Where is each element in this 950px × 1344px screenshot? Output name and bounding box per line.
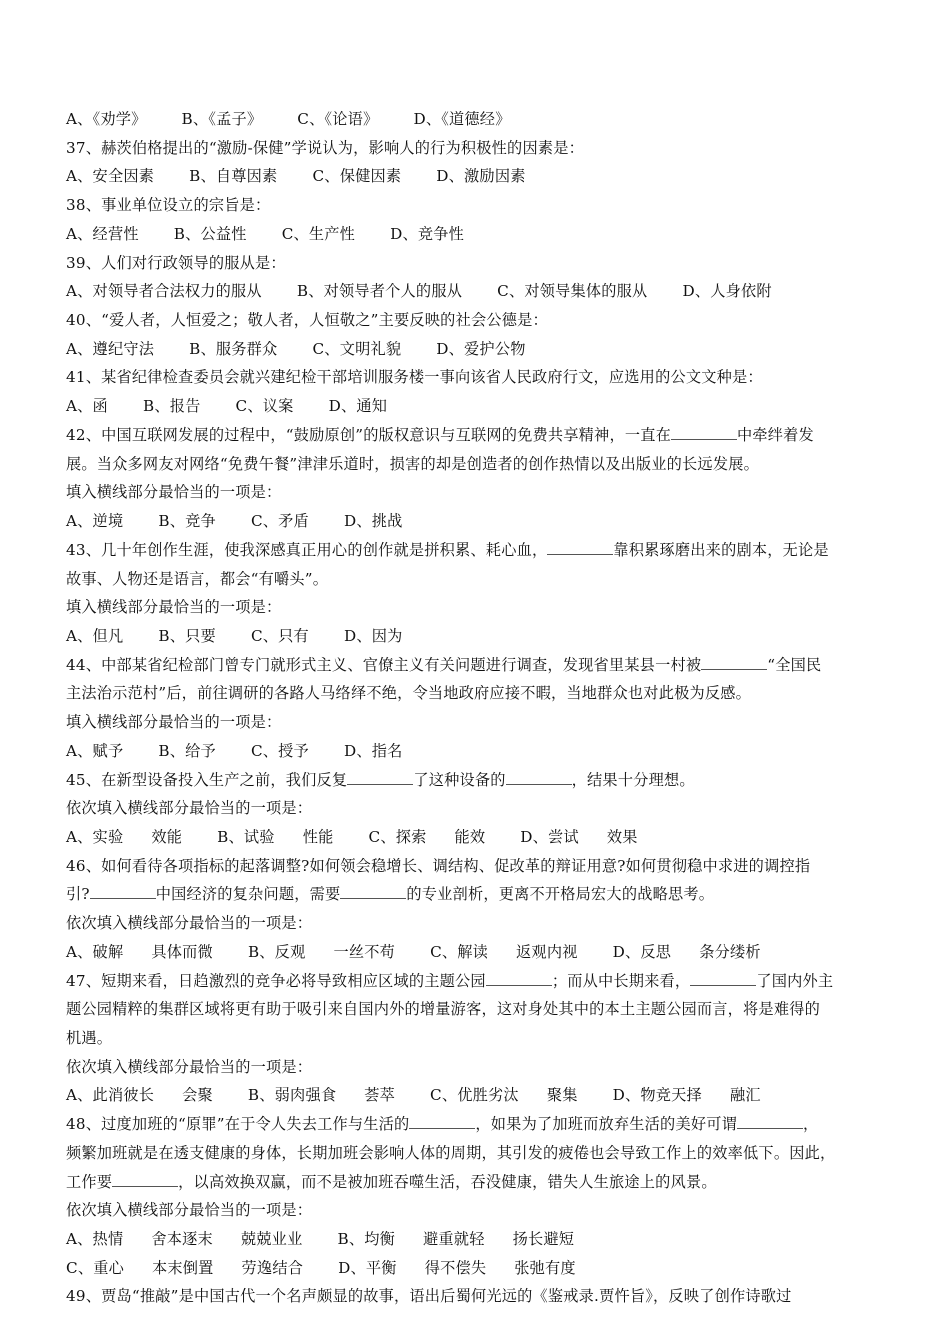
q47-prompt: 依次填入横线部分最恰当的一项是：	[66, 1057, 313, 1076]
q46-options	[66, 938, 896, 967]
q39-options	[66, 277, 896, 306]
q39-option-d: D、人身依附	[682, 282, 772, 301]
q42-prompt: 填入横线部分最恰当的一项是：	[66, 483, 282, 502]
q43-option-c: C、只有	[250, 626, 309, 645]
q39-option-c: C、对领导集体的服从	[497, 282, 648, 301]
q40-option-c: C、文明礼貌	[312, 339, 402, 358]
q45-prompt: 依次填入横线部分最恰当的一项是：	[66, 799, 313, 818]
q38-option-d: D、竞争性	[390, 224, 465, 243]
q48-option-d: D、平衡 得不偿失 张弛有度	[338, 1258, 576, 1277]
q44-option-b: B、给予	[158, 741, 216, 760]
q44-stem-part1: 44、中部某省纪检部门曾专门就形式主义、官僚主义有关问题进行调查，发现省里某县一村被	[66, 655, 702, 674]
q47-option-a: A、此消彼长 会聚	[66, 1086, 213, 1105]
q48-stem-line3	[66, 1168, 896, 1197]
q48-option-c: C、重心 本末倒置 劳逸结合	[66, 1258, 304, 1277]
q43-prompt: 填入横线部分最恰当的一项是：	[66, 598, 282, 617]
q40-stem: 40、“爱人者，人恒爱之；敬人者，人恒敬之”主要反映的社会公德是：	[66, 311, 548, 330]
q43-blank	[547, 540, 613, 555]
q44-options	[66, 737, 896, 766]
q48-stem-part2: ，如果为了加班而放弃生活的美好可谓	[475, 1115, 737, 1134]
q38-stem: 38、事业单位设立的宗旨是：	[66, 196, 271, 215]
q39-option-a: A、对领导者合法权力的服从	[66, 282, 262, 301]
q45-stem-part3: ，结果十分理想。	[571, 770, 695, 789]
q37-option-b: B、自尊因素	[189, 167, 278, 186]
q41-options	[66, 392, 896, 421]
q43-stem-line2: 故事、人物还是语言，都会“有嚼头”。	[66, 569, 329, 588]
q47-option-c: C、优胜劣汰 聚集	[430, 1086, 578, 1105]
q44-stem-line2: 主法治示范村”后，前往调研的各路人马络绎不绝，令当地政府应接不暇，当地群众也对此极为反感。	[66, 684, 752, 703]
q47-blank-2	[690, 971, 756, 986]
q41-option-a: A、函	[66, 397, 108, 416]
q45-option-a: A、实验 效能	[66, 827, 183, 846]
q42-stem-line2: 展。当众多网友对网络“免费午餐”津津乐道时，损害的却是创造者的创作热情以及出版业的长远发展。	[66, 454, 759, 473]
q47-option-b: B、弱肉强食 荟萃	[247, 1086, 396, 1105]
q45-option-c: C、探索 能效	[368, 827, 486, 846]
q43-option-d: D、因为	[343, 626, 403, 645]
q48-blank-3	[112, 1172, 178, 1187]
q44-option-d: D、指名	[343, 741, 403, 760]
q37-option-a: A、安全因素	[66, 167, 155, 186]
q44-prompt: 填入横线部分最恰当的一项是：	[66, 713, 282, 732]
q37-option-c: C、保健因素	[312, 167, 402, 186]
q37-option-d: D、激励因素	[436, 167, 526, 186]
q42-blank	[671, 425, 737, 440]
q47-stem-part3: 了国内外主	[756, 971, 834, 990]
q45-stem	[66, 766, 896, 795]
q41-stem: 41、某省纪律检查委员会就兴建纪检干部培训服务楼一事向该省人民政府行文，应选用的公文文种是：	[66, 368, 763, 387]
q43-options	[66, 622, 896, 651]
q46-stem-part2: 中国经济的复杂问题，需要	[155, 885, 341, 904]
q44-option-c: C、授予	[250, 741, 309, 760]
q36-options	[66, 105, 896, 134]
q45-blank-2	[506, 770, 572, 785]
q48-options-row2	[66, 1254, 896, 1283]
q45-option-d: D、尝试 效果	[520, 827, 638, 846]
q43-option-a: A、但凡	[66, 626, 124, 645]
q36-option-d: D、《道德经》	[413, 110, 511, 128]
q47-blank-1	[486, 971, 552, 986]
q36-option-c: C、《论语》	[297, 110, 379, 128]
q42-options	[66, 507, 896, 536]
q47-stem-line2: 题公园精粹的集群区域将更有助于吸引来自国内外的增量游客，这对身处其中的本土主题公园而言，将是难得的	[66, 1000, 820, 1019]
q44-stem-line1	[66, 651, 896, 680]
q47-stem-part2: ；而从中长期来看，	[551, 971, 691, 990]
q46-stem-part3: 的专业剖析，更离不开格局宏大的战略思考。	[406, 885, 715, 904]
q40-option-d: D、爱护公物	[436, 339, 526, 358]
q42-stem-part1: 42、中国互联网发展的过程中，“鼓励原创”的版权意识与互联网的免费共享精神，一直在	[66, 425, 671, 444]
q36-option-a: A、《劝学》	[66, 110, 147, 128]
q42-stem-line1	[66, 421, 896, 450]
q43-stem-part1: 43、几十年创作生涯，使我深感真正用心的创作就是拼积累、耗心血，	[66, 540, 548, 559]
q42-option-a: A、逆境	[66, 512, 124, 531]
q46-blank-2	[340, 884, 406, 899]
q43-option-b: B、只要	[158, 626, 216, 645]
q38-option-c: C、生产性	[281, 224, 356, 243]
q48-stem-part5: ，以高效换双赢，而不是被加班吞噬生活，吞没健康，错失人生旅途上的风景。	[178, 1172, 717, 1191]
q46-option-c: C、解读 返观内视	[430, 942, 578, 961]
q46-stem-line2	[66, 880, 896, 909]
q48-blank-2	[737, 1114, 803, 1129]
q46-prompt: 依次填入横线部分最恰当的一项是：	[66, 914, 313, 933]
exam-page	[66, 105, 896, 1311]
q42-option-d: D、挑战	[343, 512, 403, 531]
q48-stem-line2: 频繁加班就是在透支健康的身体，长期加班会影响人体的周期，其引发的疲倦也会导致工作上的效率低下。因此，	[66, 1143, 836, 1162]
q42-stem-part2: 中牵绊着发	[737, 425, 814, 444]
q47-options	[66, 1081, 896, 1110]
q39-stem: 39、人们对行政领导的服从是：	[66, 253, 286, 272]
q43-stem-line1	[66, 536, 896, 565]
q48-prompt: 依次填入横线部分最恰当的一项是：	[66, 1201, 313, 1220]
q44-stem-part2: “全国民	[767, 655, 822, 674]
q38-options	[66, 220, 896, 249]
q48-stem-part3: ，	[803, 1115, 819, 1134]
q47-stem-part1: 47、短期来看，日趋激烈的竞争必将导致相应区域的主题公园	[66, 971, 486, 990]
q37-stem: 37、赫茨伯格提出的“激励-保健”学说认为，影响人的行为积极性的因素是：	[66, 138, 584, 157]
q47-stem-line3: 机遇。	[66, 1029, 113, 1047]
q45-stem-part1: 45、在新型设备投入生产之前，我们反复	[66, 770, 348, 789]
q41-option-d: D、通知	[328, 397, 388, 416]
q42-option-c: C、矛盾	[250, 512, 309, 531]
q44-blank	[701, 655, 767, 670]
q48-options-row1	[66, 1225, 896, 1254]
q40-option-b: B、服务群众	[189, 339, 278, 358]
q48-option-b: B、均衡 避重就轻 扬长避短	[337, 1230, 575, 1249]
q38-option-a: A、经营性	[66, 224, 139, 243]
q40-options	[66, 335, 896, 364]
q42-option-b: B、竞争	[158, 512, 216, 531]
q45-option-b: B、试验 性能	[217, 827, 334, 846]
q39-option-b: B、对领导者个人的服从	[296, 282, 463, 301]
q47-stem-line1	[66, 967, 896, 996]
q46-blank-1	[90, 884, 156, 899]
q48-option-a: A、热情 舍本逐末 兢兢业业	[66, 1230, 303, 1249]
q45-stem-part2: 了这种设备的	[413, 770, 506, 789]
q49-stem-line1: 49、贾岛“推敲”是中国古代一个名声颇显的故事，语出后蜀何光远的《鉴戒录.贾忤旨》，反映了创作诗歌过	[66, 1287, 792, 1306]
q47-option-d: D、物竞天择 融汇	[612, 1086, 761, 1105]
q43-stem-part2: 靠积累琢磨出来的剧本，无论是	[613, 540, 829, 559]
q46-option-a: A、破解 具体而微	[66, 942, 213, 961]
q37-options	[66, 162, 896, 191]
q46-stem-line1: 46、如何看待各项指标的起落调整?如何领会稳增长、调结构、促改革的辩证用意?如何贯彻稳中求进的调控指	[66, 856, 811, 875]
q44-option-a: A、赋予	[66, 741, 124, 760]
q48-blank-1	[409, 1114, 475, 1129]
q36-option-b: B、《孟子》	[181, 110, 263, 128]
q48-stem-line1	[66, 1110, 896, 1139]
q38-option-b: B、公益性	[173, 224, 247, 243]
q46-option-d: D、反思 条分缕析	[612, 942, 761, 961]
q48-stem-part1: 48、过度加班的“原罪”在于令人失去工作与生活的	[66, 1115, 410, 1134]
q48-stem-part4: 工作要	[66, 1172, 113, 1191]
q45-blank-1	[347, 770, 413, 785]
q45-options	[66, 823, 896, 852]
q46-stem-part1: 引?	[66, 885, 90, 904]
q40-option-a: A、遵纪守法	[66, 339, 155, 358]
q41-option-b: B、报告	[142, 397, 201, 416]
q41-option-c: C、议案	[235, 397, 294, 416]
q46-option-b: B、反观 一丝不苟	[247, 942, 396, 961]
